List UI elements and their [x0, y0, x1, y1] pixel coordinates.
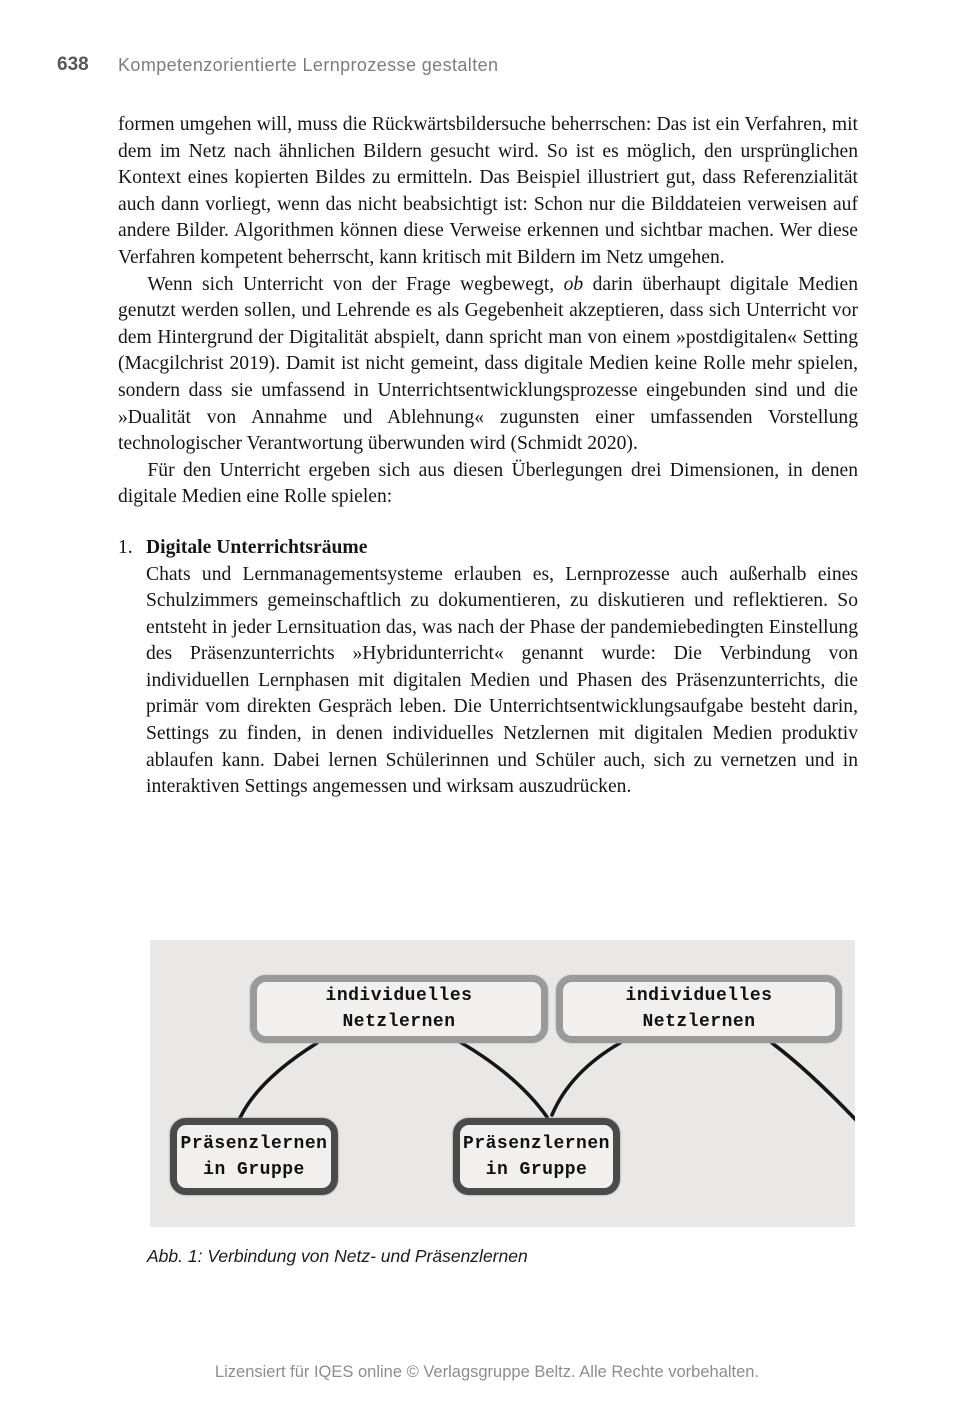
connector-curve-right [772, 1043, 855, 1120]
diagram-box-netzlernen-left [250, 975, 548, 1043]
diagram-box-label-line1: Präsenzlernen [463, 1133, 610, 1154]
diagram-box-label-line2: Netzlernen [642, 1012, 756, 1032]
diagram-box-label-line2: in Gruppe [203, 1159, 305, 1180]
body-text-column [118, 112, 858, 801]
list-item-text: Chats und Lernmanagementsysteme erlauben es, Lernprozesse auch außerhalb eines Schulzimmers gemeinschaftlich zu dokumentieren, zu diskutieren und reflektieren. So entsteht in jeder Lernsituation das, was nach der Phase der pandemiebedingten Einstellung des Präsenzunterrichts »Hybridunterricht« genannt wurde: Die Verbindung von individuellen Lernphasen mit digitalen Medien und Phasen des Präsenzunterrichts, die primär vom direkten Gespräch leben. Die Unterrichtsentwicklungsaufgabe besteht darin, Settings zu finden, in denen individuelles Netzlernen mit digitalen Medien produktiv ablaufen kann. Dabei lernen Schülerinnen und Schüler auch, sich zu vernetzen und in interaktiven Settings angemessen und wirksam auszudrücken. [146, 563, 858, 798]
paragraph-2-italic-word: ob [563, 273, 584, 295]
connector-curve-mid-right [552, 1043, 620, 1115]
paragraph-3: Für den Unterricht ergeben sich aus diesen Überlegungen drei Dimensionen, in denen digitale Medien eine Rolle spielen: [118, 459, 858, 508]
figure-caption: Abb. 1: Verbindung von Netz- und Präsenzlernen [147, 1246, 528, 1266]
diagram-box-praesenzlernen-left [170, 1118, 338, 1195]
list-item-title: Digitale Unterrichtsräume [146, 536, 368, 558]
page-number: 638 [57, 54, 89, 75]
paragraph-2 [118, 272, 858, 458]
running-head: Kompetenzorientierte Lernprozesse gestalten [118, 55, 499, 75]
list-item-body [146, 535, 858, 801]
diagram-box-label-line1: individuelles [625, 986, 773, 1006]
diagram-box-praesenzlernen-middle [453, 1118, 620, 1195]
paragraph-2-text-pre: Wenn sich Unterricht von der Frage wegbewegt, [147, 273, 564, 295]
diagram-box-label-line1: Präsenzlernen [180, 1133, 328, 1154]
figure-diagram-panel [150, 940, 855, 1227]
diagram-box-label-line1: individuelles [325, 986, 473, 1006]
connector-curve-left [240, 1043, 317, 1118]
list-item-number: 1. [118, 536, 133, 558]
diagram-box-label-line2: Netzlernen [342, 1012, 456, 1032]
list-item-digitale-unterrichtsraeume [118, 535, 858, 801]
paragraph-1: formen umgehen will, muss die Rückwärtsbildersuche beherrschen: Das ist ein Verfahren, mit dem im Netz nach ähnlichen Bildern gesucht wird. So ist es möglich, den ursprünglichen Kontext eines kopierten Bildes zu ermitteln. Das Beispiel illustriert gut, dass Referenzialität auch dann vorliegt, wenn das nicht beabsichtigt ist: Schon nur die Bilddateien verweisen auf andere Bilder. Algorithmen können diese Verweise erkennen und sichtbar machen. Wer diese Verfahren kompetent beherrscht, kann kritisch mit Bildern im Netz umgehen. [118, 114, 858, 268]
connector-curve-mid-left [460, 1042, 547, 1117]
numbered-list [118, 535, 858, 801]
page-header [0, 54, 974, 84]
diagram-box-label-line2: in Gruppe [485, 1159, 588, 1180]
paragraph-2-text-post: darin überhaupt digitale Medien genutzt werden sollen, und Lehrende es als Gegebenheit akzeptieren, dass sich Unterricht vor dem Hintergrund der Digitalität abspielt, dann spricht man von einem »postdigitalen« Setting (Macgilchrist 2019). Damit ist nicht gemeint, dass digitale Medien keine Rolle mehr spielen, sondern dass sie umfassend in Unterrichtsentwicklungsprozesse eingebunden sind und die »Dualität von Annahme und Ablehnung« zugunsten einer umfassenden Vorstellung technologischer Verantwortung überwunden wird (Schmidt 2020). [118, 273, 858, 455]
diagram-box-netzlernen-right [556, 975, 842, 1043]
license-footer: Lizensiert für IQES online © Verlagsgruppe Beltz. Alle Rechte vorbehalten. [214, 1363, 760, 1381]
